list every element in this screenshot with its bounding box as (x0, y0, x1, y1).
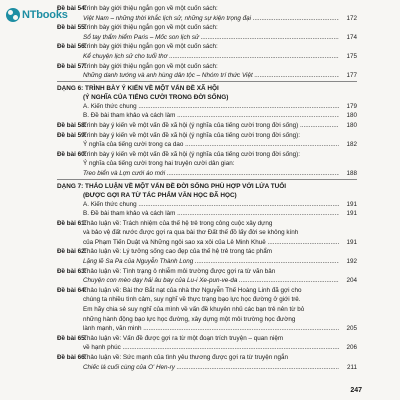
toc-entry-continuation (57, 305, 357, 315)
entry-text: lành mạnh, văn minh ..... (83, 324, 339, 334)
entry-text: những hành động bạo lực học đường, xây dựng một môi trường học đường (83, 315, 296, 323)
entry-page: 205 (346, 325, 357, 333)
toc-entry (57, 150, 357, 160)
entry-text: Trình bày ý kiến về một vấn đề xã hội (ý nghĩa của tiếng cười trong đời sống) ..... (83, 121, 339, 131)
entry-label: Đề bài 65: (57, 334, 87, 342)
entry-label: Đề bài 57: (57, 62, 87, 70)
entry-page (339, 228, 357, 238)
entry-page: 211 (346, 363, 357, 371)
entry-label: Đề bài 59: (57, 131, 87, 139)
entry-page (339, 159, 357, 169)
entry-text: Treo biển và Lợn cưới áo mới ..... (83, 169, 339, 179)
entry-label: Đề bài 61: (57, 219, 87, 227)
entry-text: Trình bày giới thiệu ngắn gọn về một cuốn sách: (83, 24, 218, 32)
entry-text: Trình bày ý kiến về một vấn đề xã hội (ý nghĩa của tiếng cười trong đời sống): (83, 150, 300, 158)
entry-page: 172 (346, 14, 357, 22)
toc-entry-continuation (57, 363, 357, 373)
entry-label: Đề bài 54: (57, 5, 87, 12)
toc-entry-continuation (57, 228, 357, 238)
entry-page: 174 (346, 33, 357, 41)
entry-text: Em hãy chia sẻ suy nghĩ của mình về vấn đề khuyên nhủ các bạn trẻ nên từ bỏ (83, 306, 305, 314)
logo-icon (6, 8, 20, 22)
toc-entry (57, 121, 357, 131)
toc-entry (57, 267, 357, 277)
entry-page: 177 (346, 72, 357, 80)
entry-page: 175 (346, 52, 357, 60)
entry-page: 204 (346, 277, 357, 285)
entry-text: Chuyện con mèo dạy hải âu bay của Lu-i Xe-pun-ve-da ..... (83, 276, 339, 286)
entry-text: Thảo luận về: Bài thơ Bắt nạt của nhà thơ Nguyễn Thế Hoàng Linh đã gợi cho (83, 286, 302, 294)
toc-entry (57, 62, 357, 72)
logo-text: NTbooks (22, 9, 68, 21)
toc-entry-continuation (57, 295, 357, 305)
table-of-contents (57, 4, 357, 386)
entry-page: 191 (346, 210, 357, 218)
entry-page (339, 315, 357, 325)
entry-page: 188 (346, 169, 357, 177)
section-heading: DẠNG 6: TRÌNH BÀY Ý KIẾN VỀ MỘT VẤN ĐỀ XÃ HỘI (57, 81, 357, 93)
entry-label: Đề bài 62: (57, 248, 87, 256)
entry-label: Đề bài 58: (57, 121, 87, 129)
entry-label: Đề bài 56: (57, 43, 87, 51)
toc-entry (57, 200, 357, 210)
toc-entry-continuation (57, 33, 357, 43)
entry-text: B. Đề bài tham khảo và cách làm ..... (83, 209, 339, 219)
entry-page (339, 305, 357, 315)
entry-text: Những danh tướng và anh hùng dân tộc – Nhóm trí thức Việt ..... (83, 71, 339, 81)
toc-entry (57, 102, 357, 112)
entry-text: Thảo luận về: Vấn đề được gợi ra từ một đoạn trích truyện – quan niệm (83, 334, 284, 342)
entry-page: 192 (346, 258, 357, 266)
toc-entry-continuation (57, 52, 357, 62)
entry-text: Thảo luận về: Lý tưởng sống cao đẹp của thế hệ trẻ trong tác phẩm (83, 248, 272, 256)
entry-label: Đề bài 64: (57, 286, 87, 294)
toc-entry (57, 4, 357, 14)
entry-label: Đề bài 55: (57, 24, 87, 32)
entry-text: Thảo luận về: Tình trạng ô nhiễm môi trường được gợi ra từ văn bản (83, 267, 276, 275)
toc-entry-continuation (57, 276, 357, 286)
entry-text: về hạnh phúc ..... (83, 343, 339, 353)
entry-label: Đề bài 63: (57, 267, 87, 275)
toc-entry (57, 286, 357, 296)
toc-entry-continuation (57, 315, 357, 325)
toc-entry (57, 334, 357, 344)
toc-entry-continuation (57, 343, 357, 353)
toc-entry (57, 131, 357, 141)
entry-page: 180 (346, 121, 357, 129)
entry-text: Thảo luận về: Trách nhiệm của thế hệ trẻ trong công cuộc xây dựng (83, 219, 273, 227)
entry-page: 179 (346, 102, 357, 110)
section-heading: (Ý NGHĨA CỦA TIẾNG CƯỜI TRONG ĐỜI SỐNG) (83, 93, 229, 101)
toc-entry-continuation (57, 140, 357, 150)
toc-entry (57, 247, 357, 257)
entry-text: Lặng lẽ Sa Pa của Nguyễn Thành Long ..... (83, 257, 339, 267)
toc-entry (57, 209, 357, 219)
entry-text: Thảo luận về: Sức mạnh của tình yêu thương được gợi ra từ truyện ngắn (83, 354, 288, 361)
toc-entry-continuation (57, 159, 357, 169)
toc-entry (57, 353, 357, 363)
entry-page: 206 (346, 344, 357, 352)
toc-entry-continuation (57, 238, 357, 248)
toc-entry (57, 219, 357, 229)
entry-label: Đề bài 66: (57, 354, 87, 361)
entry-page: 182 (346, 141, 357, 149)
entry-text: Việt Nam – những thời khắc lịch sử, những sự kiện trọng đại ..... (83, 14, 339, 24)
section-heading: DẠNG 7: THẢO LUẬN VỀ MỘT VẤN ĐỀ ĐỜI SỐNG PHÙ HỢP VỚI LỨA TUỔI (57, 179, 357, 191)
toc-entry-continuation (57, 257, 357, 267)
entry-text: A. Kiến thức chung ..... (83, 102, 339, 112)
entry-text: Chiếc lá cuối cùng của O' Hen-ry ..... (83, 363, 339, 373)
entry-text: và bảo vệ đất nước được gợi ra qua bài thơ Đất thế đồ lấy đời se không kính (83, 229, 299, 237)
entry-page (339, 295, 357, 305)
entry-text: Trình bày ý kiến về một vấn đề xã hội (ý nghĩa của tiếng cười trong đời sống): (83, 131, 300, 139)
section-heading: (ĐƯỢC GỢI RA TỪ TÁC PHẨM VĂN HỌC ĐÃ HỌC) (83, 191, 237, 199)
toc-entry (57, 23, 357, 33)
toc-entry-continuation (57, 169, 357, 179)
toc-entry (57, 42, 357, 52)
entry-text: Trình bày giới thiệu ngắn gọn về một cuốn sách: (83, 62, 218, 70)
entry-text: Trình bày giới thiệu ngắn gọn về một cuốn sách: (83, 43, 218, 51)
entry-text: Ý nghĩa của tiếng cười trong hai truyện cười dân gian: (83, 160, 235, 168)
page-number: 247 (350, 387, 362, 394)
entry-text: B. Đề bài tham khảo và cách làm ..... (83, 111, 339, 121)
entry-text: Sổ tay thẩm hiểm Paris – Mốc son lịch sử ..... (83, 33, 339, 43)
toc-entry-continuation (57, 14, 357, 24)
toc-entry-continuation (57, 71, 357, 81)
entry-page: 191 (346, 238, 357, 246)
entry-text: Trình bày giới thiệu ngắn gọn về một cuốn sách: (83, 5, 218, 12)
entry-text: Ý nghĩa của tiếng cười trong ca dao ..... (83, 140, 339, 150)
entry-label: Đề bài 60: (57, 150, 87, 158)
toc-entry-continuation (57, 324, 357, 334)
entry-text: chúng ta nhiều tình cảm, suy nghĩ về thực trạng bạo lực học đường ở giới trẻ. (83, 296, 301, 304)
toc-entry (57, 111, 357, 121)
entry-page: 180 (346, 112, 357, 120)
entry-text: A. Kiến thức chung ..... (83, 200, 339, 210)
entry-page: 191 (346, 200, 357, 208)
entry-text: của Phạm Tiến Duật và Những ngôi sao xa xôi của Lê Minh Khuê ..... (83, 238, 339, 248)
entry-text: Kể chuyện lịch sử cho tuổi thơ ..... (83, 52, 339, 62)
